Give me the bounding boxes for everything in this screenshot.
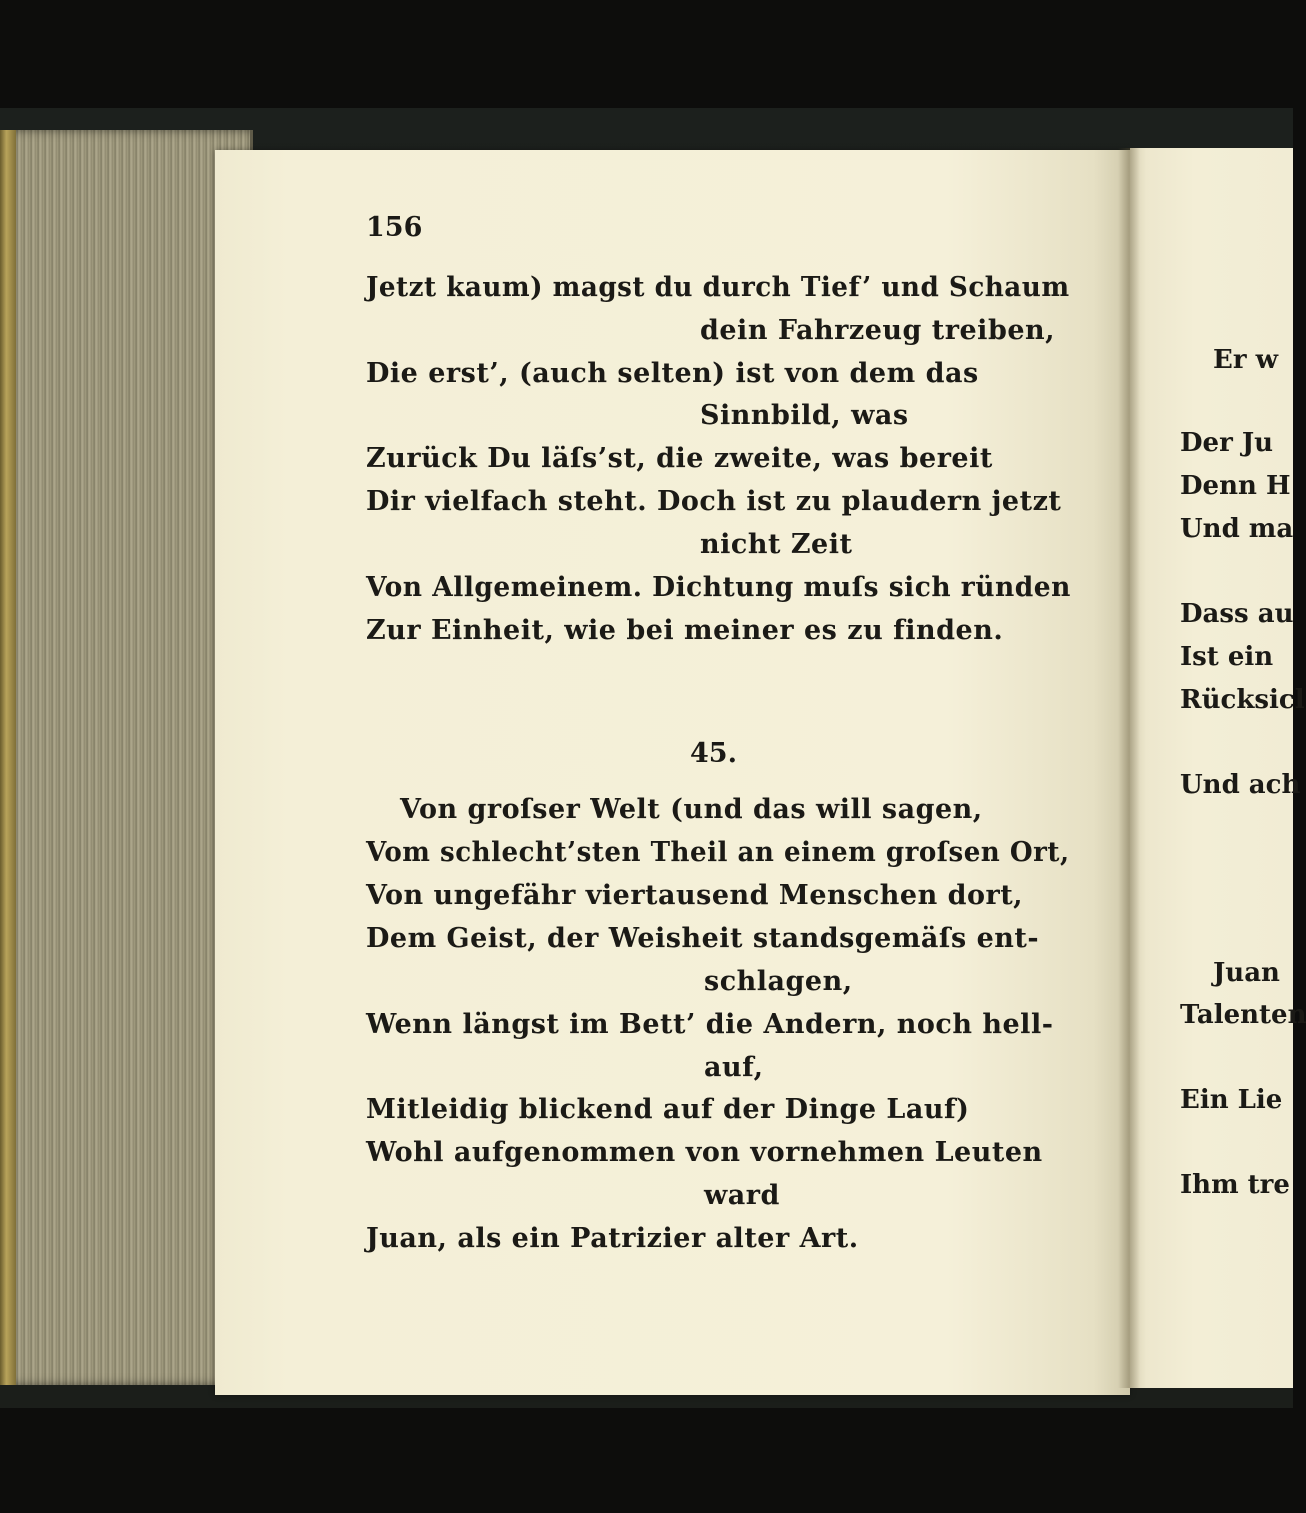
stanza-number: 45. bbox=[690, 738, 737, 769]
right-page-line: Er w bbox=[1213, 345, 1278, 375]
stanza-line: Von ungefähr viertausend Menschen dort, bbox=[366, 880, 1024, 911]
page-number: 156 bbox=[366, 212, 423, 243]
text-line: Jetzt kaum) magst du durch Tief’ und Schaum bbox=[366, 272, 1070, 303]
text-line: Zurück Du läſs’st, die zweite, was bereit bbox=[366, 443, 993, 474]
text-line: Dir vielfach steht. Doch ist zu plaudern jetzt bbox=[366, 486, 1062, 517]
stanza-line: Dem Geist, der Weisheit standsgemäſs ent- bbox=[366, 923, 1040, 954]
text-line: Von Allgemeinem. Dichtung muſs sich ründen bbox=[366, 572, 1071, 603]
right-page bbox=[1130, 148, 1306, 1388]
text-line-continuation: dein Fahrzeug treiben, bbox=[700, 315, 1056, 346]
book-gutter bbox=[1118, 148, 1140, 1388]
right-page-line: Juan bbox=[1213, 958, 1280, 988]
right-page-line: Dass au bbox=[1180, 599, 1294, 629]
stanza-line: Von groſser Welt (und das will sagen, bbox=[400, 794, 983, 825]
text-line: Zur Einheit, wie bei meiner es zu finden. bbox=[366, 615, 1004, 646]
gilt-edge bbox=[0, 130, 16, 1385]
stanza-line-continuation: schlagen, bbox=[704, 966, 853, 997]
right-page-line: Denn H bbox=[1180, 471, 1291, 501]
right-page-line: Ist ein bbox=[1180, 642, 1274, 672]
stanza-line: Vom schlecht’sten Theil an einem groſsen Ort, bbox=[366, 837, 1070, 868]
text-line: Die erst’, (auch selten) ist von dem das bbox=[366, 358, 979, 389]
right-page-line: Talenten bbox=[1180, 1000, 1306, 1030]
text-line-continuation: nicht Zeit bbox=[700, 529, 853, 560]
stanza-line: Wohl aufgenommen von vornehmen Leuten bbox=[366, 1137, 1043, 1168]
stanza-line-continuation: auf, bbox=[704, 1052, 764, 1083]
stanza-line: Mitleidig blickend auf der Dinge Lauf) bbox=[366, 1094, 970, 1125]
stanza-line: Wenn längst im Bett’ die Andern, noch hell- bbox=[366, 1009, 1054, 1040]
right-page-line: Der Ju bbox=[1180, 428, 1274, 458]
stanza-line-continuation: ward bbox=[704, 1180, 780, 1211]
right-page-line: Ihm tre bbox=[1180, 1170, 1290, 1200]
right-page-line: Rücksicl bbox=[1180, 685, 1305, 715]
text-line-continuation: Sinnbild, was bbox=[700, 400, 909, 431]
right-page-line: Ein Lie bbox=[1180, 1085, 1283, 1115]
right-page-line: Und ma bbox=[1180, 514, 1294, 544]
right-page-line: Und ach bbox=[1180, 770, 1301, 800]
stanza-line: Juan, als ein Patrizier alter Art. bbox=[366, 1223, 859, 1254]
